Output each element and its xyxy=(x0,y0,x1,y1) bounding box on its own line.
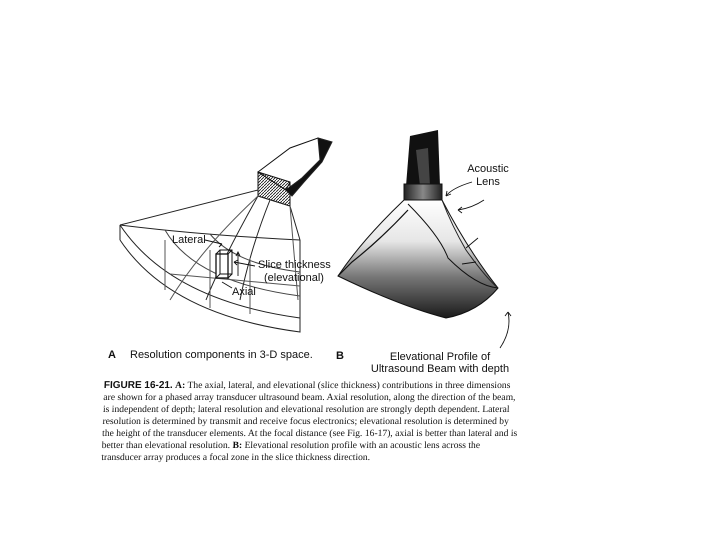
label-acoustic: Acoustic xyxy=(467,163,509,175)
panel-b-letter: B xyxy=(336,350,344,362)
figure-caption xyxy=(101,380,524,464)
label-slice-thickness: Slice thickness xyxy=(258,259,331,271)
panel-a-title: Resolution components in 3-D space. xyxy=(130,349,313,361)
caption-part-a-text: The axial, lateral, and elevational (slice thickness) contributions in three dimensions are shown for a phased array transducer ultrasound beam. Axial resolution, along the direction of the beam, is independent of depth; lateral resolution and elevational resolution are strongly depth dependent. Lateral resolution is determined by transmit and receive focus electronics; elevational resolution is determined by the height of the transducer elements. At the focal distance (see Fig. 16-17), axial is better than lateral and is better than elevational resolution. xyxy=(101,380,518,451)
caption-part-b-label: B: xyxy=(232,440,243,451)
caption-part-b-text: Elevational resolution profile with an acoustic lens across the transducer array produces a focal zone in the slice thickness direction. xyxy=(101,440,481,463)
acoustic-lens xyxy=(404,184,442,200)
resolution-cell xyxy=(216,250,232,278)
panel-b-beam xyxy=(338,130,498,318)
label-lateral: Lateral xyxy=(172,234,206,246)
panel-b-title-line1: Elevational Profile of xyxy=(389,351,491,363)
panel-b-title-line2: Ultrasound Beam with depth xyxy=(370,363,510,375)
panel-a-letter: A xyxy=(108,349,116,361)
label-lens: Lens xyxy=(476,176,500,188)
caption-figure-label: FIGURE 16-21. xyxy=(103,380,173,391)
caption-part-a-label: A: xyxy=(174,380,186,391)
beam-fan xyxy=(338,200,498,318)
label-elevational: (elevational) xyxy=(264,272,324,284)
label-axial: Axial xyxy=(232,286,256,298)
panel-a-beam xyxy=(120,138,332,332)
